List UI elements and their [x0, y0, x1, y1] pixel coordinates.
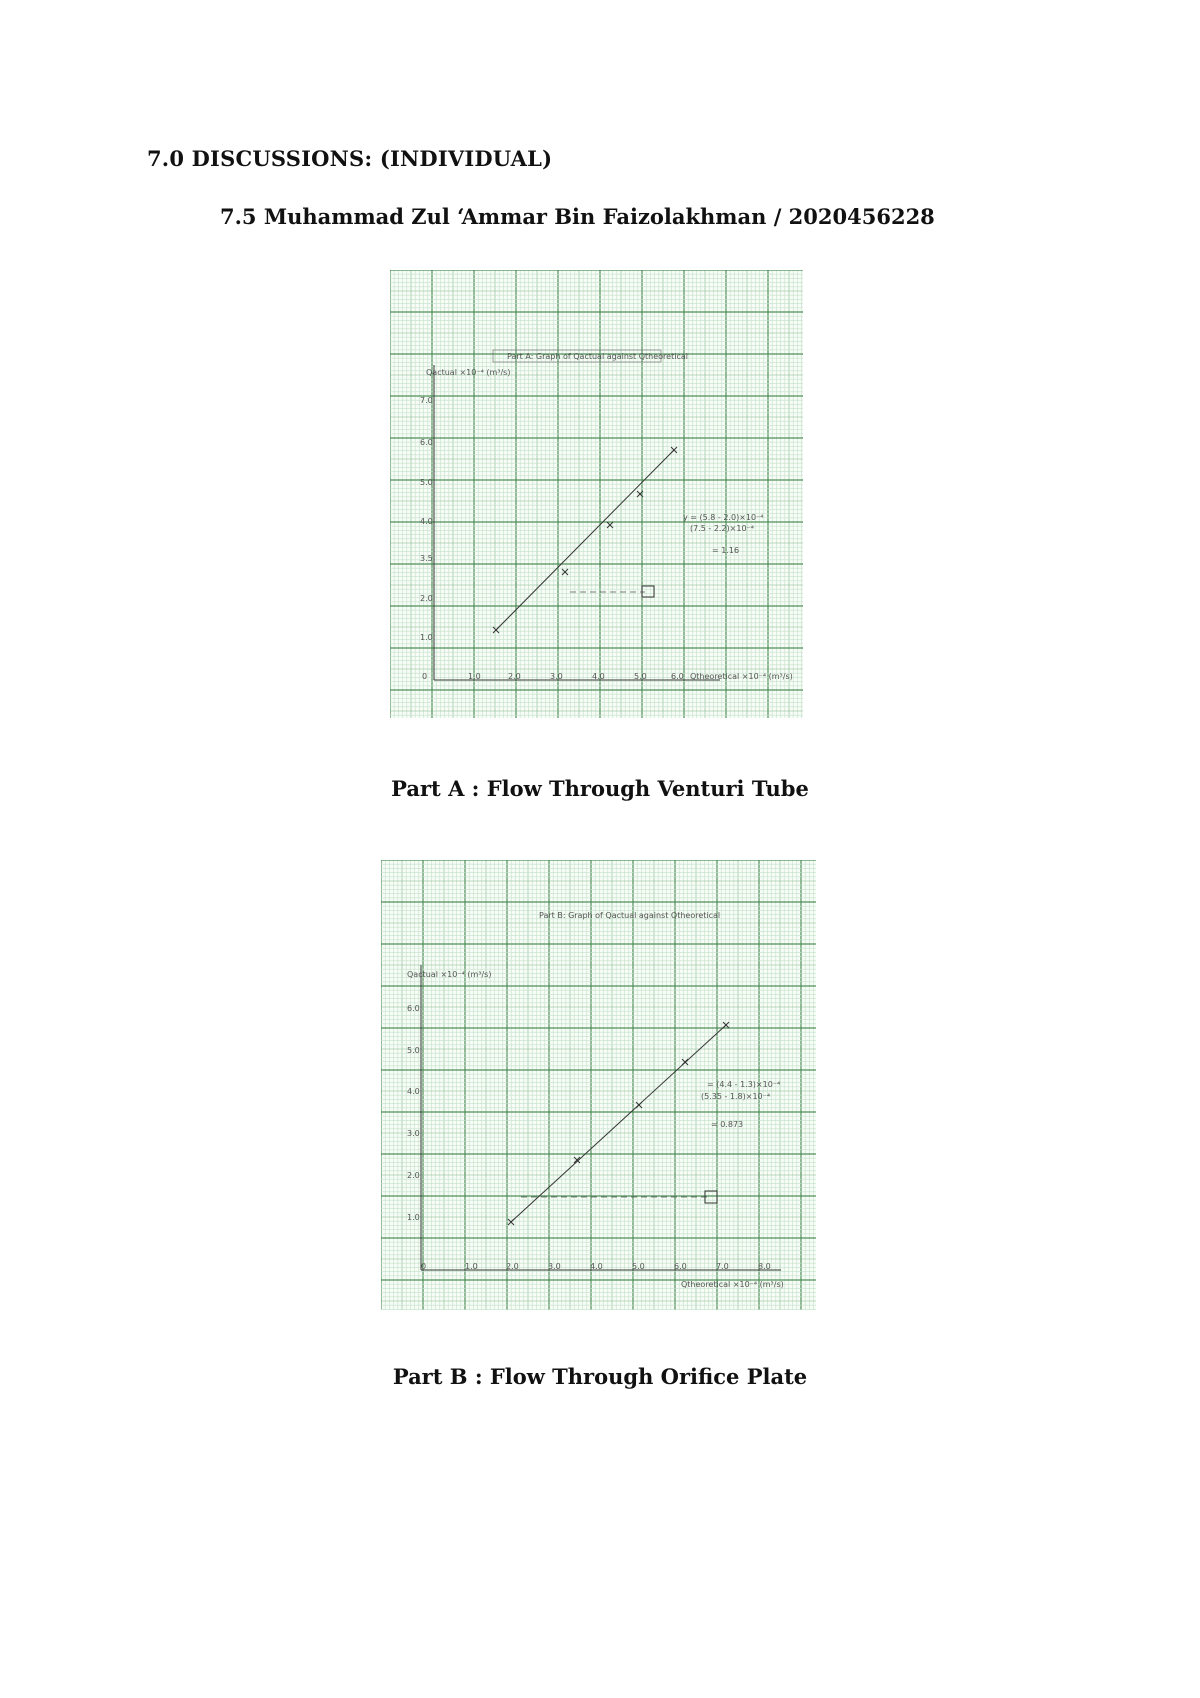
gradient-box-part-a	[642, 586, 654, 597]
y-tick-b-4: 2.0	[407, 1171, 420, 1180]
best-fit-line-part-a	[496, 450, 674, 630]
x-tick-b-0: 0	[421, 1262, 427, 1271]
gradient-note-b-3: = 0.873	[711, 1120, 744, 1129]
y-tick-b-2: 4.0	[407, 1087, 420, 1096]
x-tick-a-5: 5.0	[634, 672, 647, 681]
x-tick-b-3: 3.0	[548, 1262, 561, 1271]
x-tick-a-1: 1.0	[468, 672, 481, 681]
gradient-note-a-2: (7.5 - 2.2)×10⁻⁴	[690, 524, 754, 533]
y-axis-label-part-a: Qactual ×10⁻⁴ (m³/s)	[426, 368, 511, 377]
x-axis-label-part-a: Qtheoretical ×10⁻⁴ (m³/s)	[690, 672, 793, 681]
section-heading: 7.0 DISCUSSIONS: (INDIVIDUAL)	[147, 146, 553, 171]
x-tick-b-4: 4.0	[590, 1262, 603, 1271]
x-tick-a-6: 6.0	[671, 672, 684, 681]
caption-part-b: Part B : Flow Through Orifice Plate	[392, 1364, 808, 1389]
y-tick-a-0: 7.0	[420, 396, 433, 405]
y-tick-a-5: 2.0	[420, 594, 433, 603]
graph-title-part-b: Part B: Graph of Qactual against Qtheoretical	[539, 911, 721, 920]
y-tick-b-1: 5.0	[407, 1046, 420, 1055]
best-fit-line-part-b	[511, 1025, 726, 1222]
x-tick-a-4: 4.0	[592, 672, 605, 681]
graph-part-b	[381, 860, 816, 1310]
x-tick-b-8: 8.0	[758, 1262, 771, 1271]
y-tick-a-4: 3.5	[420, 554, 433, 563]
y-tick-b-5: 1.0	[407, 1213, 420, 1222]
y-tick-a-1: 6.0	[420, 438, 433, 447]
gradient-note-b-1: = (4.4 - 1.3)×10⁻⁴	[707, 1080, 781, 1089]
x-tick-b-5: 5.0	[632, 1262, 645, 1271]
graph-part-a	[390, 270, 803, 718]
y-tick-a-3: 4.0	[420, 517, 433, 526]
gradient-note-a-3: = 1.16	[712, 546, 740, 555]
y-axis-label-part-b: Qactual ×10⁻⁴ (m³/s)	[407, 970, 492, 979]
x-tick-a-3: 3.0	[550, 672, 563, 681]
y-tick-b-3: 3.0	[407, 1129, 420, 1138]
x-tick-b-6: 6.0	[674, 1262, 687, 1271]
caption-part-a: Part A : Flow Through Venturi Tube	[391, 776, 809, 801]
x-tick-b-7: 7.0	[716, 1262, 729, 1271]
graph-paper-part-a	[390, 270, 803, 718]
x-tick-b-2: 2.0	[506, 1262, 519, 1271]
gradient-note-b-2: (5.35 - 1.8)×10⁻⁴	[701, 1092, 771, 1101]
x-axis-label-part-b: Qtheoretical ×10⁻⁴ (m³/s)	[681, 1280, 784, 1289]
y-tick-a-6: 1.0	[420, 633, 433, 642]
y-tick-a-2: 5.0	[420, 478, 433, 487]
x-tick-a-2: 2.0	[508, 672, 521, 681]
graph-title-part-a: Part A: Graph of Qactual against Qtheoretical	[507, 352, 688, 361]
x-tick-b-1: 1.0	[465, 1262, 478, 1271]
gradient-note-a-1: y = (5.8 - 2.0)×10⁻⁴	[683, 513, 764, 522]
x-tick-a-0: 0	[422, 672, 428, 681]
y-tick-b-0: 6.0	[407, 1004, 420, 1013]
subsection-heading: 7.5 Muhammad Zul ‘Ammar Bin Faizolakhman / 2020456228	[220, 204, 935, 229]
